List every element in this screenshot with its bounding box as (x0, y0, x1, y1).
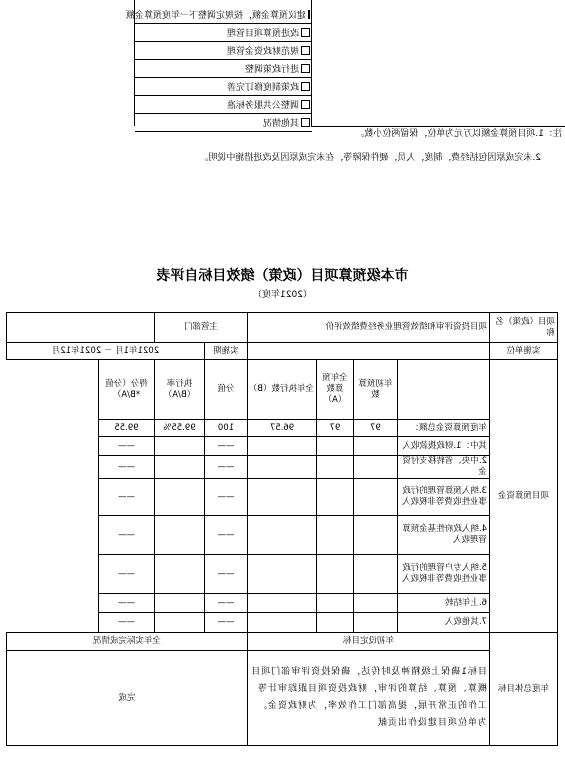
goal-actual-header: 全年实际完成情况 (6, 633, 247, 651)
fund-row-label: 5.纳入专户管理的行政事业性收费等非税收入 (398, 555, 490, 594)
fund-row-weight: —— (204, 456, 247, 479)
project-name-label: 项目（政策）名称 (490, 313, 558, 343)
header-annual-initial: 年初预算数 (354, 360, 398, 420)
impl-unit-value (247, 343, 489, 360)
fund-row-score: —— (98, 437, 154, 456)
checklist-label: 调整公共服务标准 (226, 101, 299, 111)
checkbox-icon[interactable] (301, 46, 310, 55)
fund-row-rate (154, 456, 204, 479)
header-exec-rate: 执行率（B/A） (154, 360, 204, 420)
annual-goal-label: 年度总体目标 (490, 633, 558, 746)
checklist-label: 其他情况 (262, 119, 299, 129)
checkbox-icon[interactable] (301, 100, 310, 109)
fund-row-label: 7.其他收入 (398, 613, 490, 633)
fund-row-exec: 96.57 (247, 420, 316, 437)
fund-row-initial (354, 437, 398, 456)
footnote-1: 注：1.项目预算金额以万元为单位，保留两位小数。 (355, 129, 562, 139)
checklist-merged-cell (311, 0, 565, 127)
checklist-item[interactable] (135, 114, 312, 132)
checkbox-icon[interactable] (301, 64, 310, 73)
fund-row-weight: —— (204, 479, 247, 516)
fund-row-exec (247, 613, 316, 633)
fund-row-score: —— (98, 594, 154, 613)
evaluation-table (6, 312, 558, 746)
checklist-item[interactable] (135, 60, 312, 78)
fund-row-full (317, 594, 354, 613)
header-full-exec: 全年执行数（B） (247, 360, 316, 420)
fund-row-rate (154, 613, 204, 633)
fund-row-exec (247, 456, 316, 479)
fund-row-weight: —— (204, 437, 247, 456)
checklist-label: 建议预算金额，按规定调整下一年度预算金额 (125, 11, 306, 21)
fund-row-label: 2.中央、省转移支付资金 (398, 456, 490, 479)
fund-row-weight: —— (204, 516, 247, 555)
checklist-label: 政策制度修订完善 (226, 83, 299, 93)
fund-row-score: —— (98, 516, 154, 555)
fund-row-full (317, 456, 354, 479)
fund-row-weight: —— (204, 594, 247, 613)
header-full-year: 全年预算数（A） (317, 360, 354, 420)
checklist-item[interactable] (125, 6, 312, 24)
fund-row-rate (154, 516, 204, 555)
fund-row-rate (154, 479, 204, 516)
page-subtitle: （2021年度） (253, 290, 312, 300)
checklist-item[interactable] (135, 24, 312, 42)
fund-row-full (317, 516, 354, 555)
checklist-label: 改进预算项目管理 (226, 29, 299, 39)
checkbox-icon[interactable] (301, 118, 310, 127)
fund-row-rate (154, 437, 204, 456)
fund-row-full (317, 555, 354, 594)
header-score: 得分（分值*B/A） (98, 360, 154, 420)
fund-row-label: 其中：1.财政拨款收入 (398, 437, 490, 456)
fund-row-exec (247, 555, 316, 594)
impl-period-label: 实施期 (204, 343, 247, 360)
checklist-item[interactable] (135, 96, 312, 114)
fund-row-score: —— (98, 456, 154, 479)
fund-row-exec (247, 594, 316, 613)
impl-unit-label: 实施单位 (490, 343, 558, 360)
checklist-label: 规范财政资金管理 (226, 47, 299, 57)
goal-actual-text: 完成 (6, 651, 247, 746)
page-title: 市本级预算项目（政策）绩效目标自评表 (156, 268, 409, 284)
checkbox-icon[interactable] (301, 28, 310, 37)
impl-period-value: 2021年1月 － 2021年12月 (6, 343, 204, 360)
fund-row-score: —— (98, 479, 154, 516)
project-name-value: 项目投资评审和绩效管理业务经费绩效评价 (247, 313, 489, 343)
footnote-2: 2.未完成原因包括经费，制度，人员，硬件保障等，在未完成原因及改进措施中说明。 (199, 153, 541, 163)
checklist-label: 进行政策调整 (244, 65, 299, 75)
goal-plan-text: 目标1确保上级精神及时传达，确保投资评审部门项目概算、预算、结算的评审，财政投资项目跟踪审计等工作的正常开展，提高部门工作效率，为财政资金。为单位项目建设作出贡献 (247, 651, 489, 746)
improvement-checklist (125, 0, 565, 129)
fund-row-full (317, 479, 354, 516)
fund-row-label: 年度预算资金总额： (398, 420, 490, 437)
checkbox-icon[interactable] (301, 82, 310, 91)
fund-row-initial (354, 456, 398, 479)
fund-row-initial (354, 516, 398, 555)
fund-row-initial (354, 555, 398, 594)
header-blank (398, 360, 490, 420)
checklist-item[interactable] (135, 42, 312, 60)
fund-row-full (317, 613, 354, 633)
fund-row-label: 3.纳入预算管理的行政事业性收费等非税收入 (398, 479, 490, 516)
fund-row-weight: —— (204, 555, 247, 594)
fund-row-score: 99.55 (98, 420, 154, 437)
fund-row-exec (247, 437, 316, 456)
dept-value (6, 313, 154, 343)
fund-row-initial (354, 613, 398, 633)
fund-row-initial: 97 (354, 420, 398, 437)
fund-row-full (317, 437, 354, 456)
fund-row-rate (154, 594, 204, 613)
fund-row-rate: 99.55% (154, 420, 204, 437)
fund-row-exec (247, 516, 316, 555)
fund-row-exec (247, 479, 316, 516)
fund-row-score: —— (98, 555, 154, 594)
dept-label: 主管部门 (154, 313, 247, 343)
fund-row-initial (354, 594, 398, 613)
checklist-item[interactable] (135, 78, 312, 96)
fund-row-initial (354, 479, 398, 516)
fund-row-weight: 100 (204, 420, 247, 437)
fund-row-full: 97 (317, 420, 354, 437)
header-score-weight: 分值 (204, 360, 247, 420)
fund-row-weight: —— (204, 613, 247, 633)
fund-row-label: 6.上年结转 (398, 594, 490, 613)
fund-row-rate (154, 555, 204, 594)
goal-plan-header: 年初设定目标 (247, 633, 489, 651)
fund-row-score: —— (98, 613, 154, 633)
funds-label: 项目预算资金 (490, 360, 558, 633)
checkbox-icon[interactable] (308, 10, 310, 19)
fund-row-label: 4.纳入政府性基金预算管理收入 (398, 516, 490, 555)
